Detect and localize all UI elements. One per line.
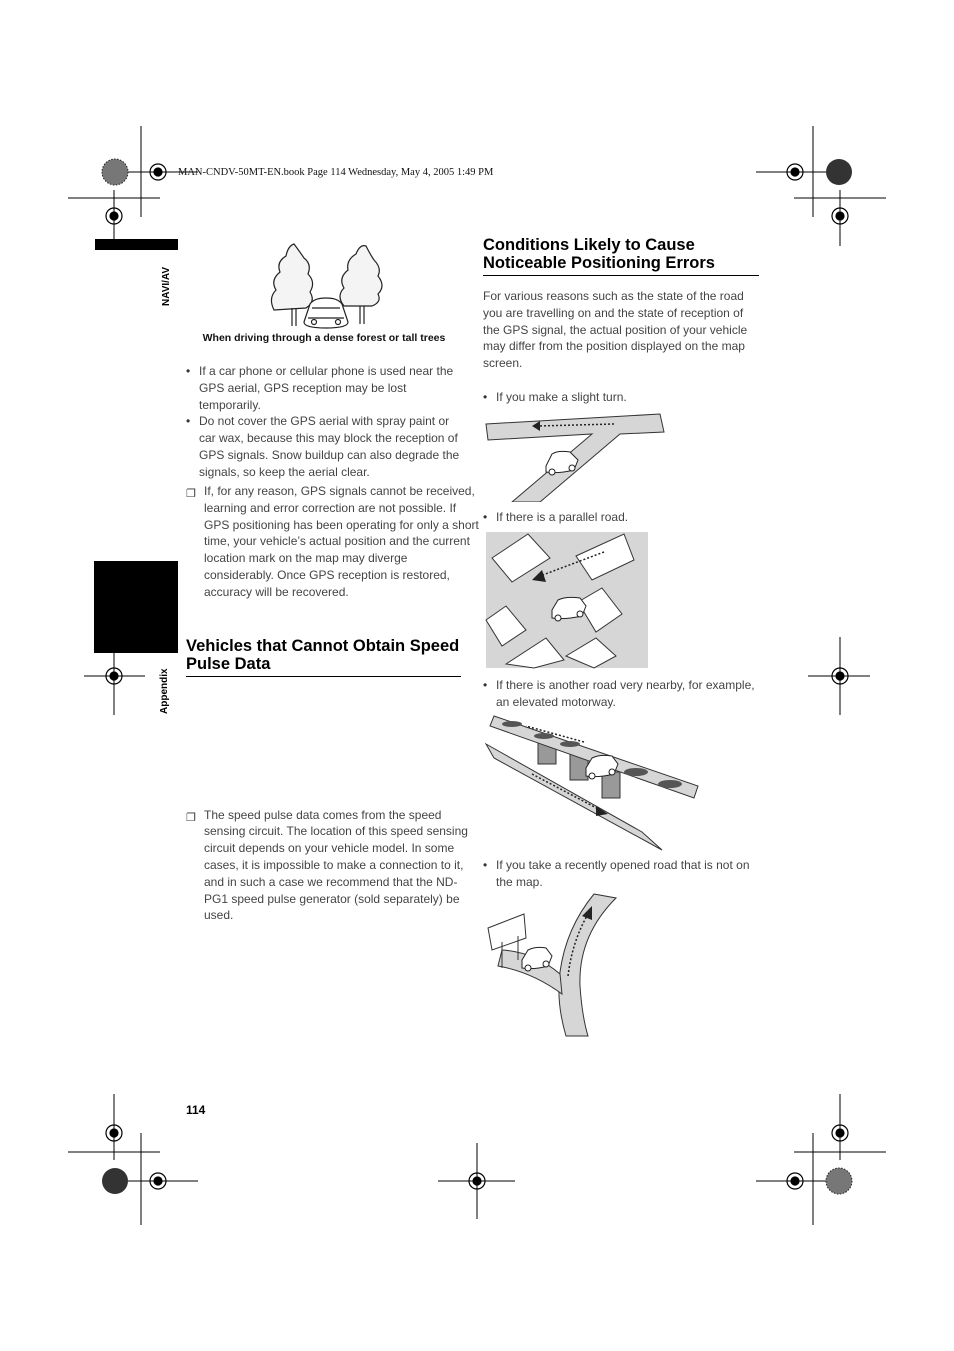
note-text: The speed pulse data comes from the speed sensing circuit. The location of this speed sensing circuit depends on your vehicle model. In some cases, it is impossible to make a connection to it, and in such a case we recommend that the ND-PG1 speed pulse generator (sold separately) be used. [204, 807, 468, 923]
file-header: MAN-CNDV-50MT-EN.book Page 114 Wednesday, May 4, 2005 1:49 PM [178, 167, 494, 178]
list-item: • If a car phone or cellular phone is used near the GPS aerial, GPS reception may be lost temporarily. [186, 363, 464, 413]
forest-illustration [264, 240, 388, 330]
section-tab-block [94, 561, 178, 653]
slight-turn-illustration [484, 410, 668, 502]
note-box-icon: ❐ [186, 811, 196, 824]
note-text: If, for any reason, GPS signals cannot be received, learning and error correction are not possible. If GPS positioning has been operating for only a short time, your vehicle’s actual position and the current location mark on the map may diverge considerably. Once GPS reception is restored, accuracy will be recovered. [204, 484, 479, 599]
list-item: • If there is a parallel road. [483, 509, 759, 526]
tab-label: NAVI/AV [161, 266, 172, 306]
list-item: • If you take a recently opened road that is not on the map. [483, 857, 759, 891]
section-title: Vehicles that Cannot Obtain Speed Pulse Data [186, 637, 461, 677]
section-label: Appendix [159, 668, 170, 714]
note-speed-pulse [186, 807, 479, 925]
parallel-road-illustration [484, 530, 650, 670]
tab-bar [95, 239, 178, 250]
section-title: Conditions Likely to Cause Noticeable Positioning Errors [483, 236, 759, 276]
bullet-list [186, 363, 464, 481]
note-gps-signals [186, 483, 479, 601]
list-item: • If you make a slight turn. [483, 389, 759, 406]
note-box-icon: ❐ [186, 488, 196, 500]
list-item: • If there is another road very nearby, for example, an elevated motorway. [483, 677, 759, 711]
intro-paragraph: For various reasons such as the state of the road you are travelling on and the state of reception of the GPS signal, the actual position of your vehicle may differ from the position displayed on the map screen. [483, 289, 748, 371]
list-item: • Do not cover the GPS aerial with spray paint or car wax, because this may block the reception of GPS signals. Snow buildup can also degrade the signals, so keep the aerial clear. [186, 413, 464, 480]
page-number: 114 [186, 1103, 206, 1117]
elevated-road-illustration [484, 714, 702, 852]
figure-caption: When driving through a dense forest or tall trees [202, 332, 446, 344]
new-road-illustration [484, 892, 618, 1038]
